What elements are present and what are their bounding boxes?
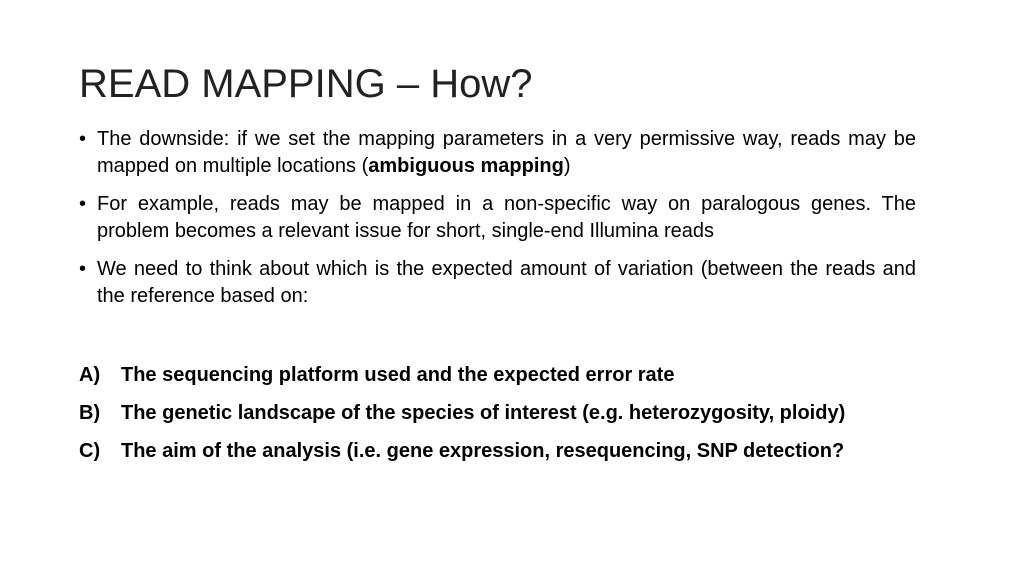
bullet-text: We need to think about which is the expected amount of variation (between the reads and the reference based on: (97, 258, 916, 307)
bullet-bold-text: ambiguous mapping (368, 155, 564, 177)
bullet-text-end: ) (563, 155, 571, 177)
bullet-item-1 (79, 126, 916, 180)
list-item-text: The aim of the analysis (i.e. gene expression, resequencing, SNP detection? (121, 440, 845, 462)
list-marker: C) (79, 440, 101, 462)
list-item-c (79, 438, 916, 465)
list-item-a (79, 362, 916, 389)
bullet-icon: • (79, 258, 87, 280)
bullet-list (79, 126, 916, 321)
list-item-text: The sequencing platform used and the expected error rate (121, 364, 675, 386)
bullet-icon: • (79, 193, 87, 215)
bullet-icon: • (79, 128, 87, 150)
bullet-text: For example, reads may be mapped in a non-specific way on paralogous genes. The problem becomes a relevant issue for short, single-end Illumina reads (97, 193, 916, 242)
slide-title: READ MAPPING – How? (79, 62, 533, 106)
bullet-item-2 (79, 191, 916, 245)
list-marker: A) (79, 364, 101, 386)
lettered-list (79, 362, 916, 476)
bullet-text: The downside: if we set the mapping parameters in a very permissive way, reads may be mapped on multiple locations ( (97, 128, 916, 177)
bullet-item-3 (79, 256, 916, 310)
list-marker: B) (79, 402, 101, 424)
list-item-b (79, 400, 916, 427)
list-item-text: The genetic landscape of the species of interest (e.g. heterozygosity, ploidy) (121, 402, 846, 424)
